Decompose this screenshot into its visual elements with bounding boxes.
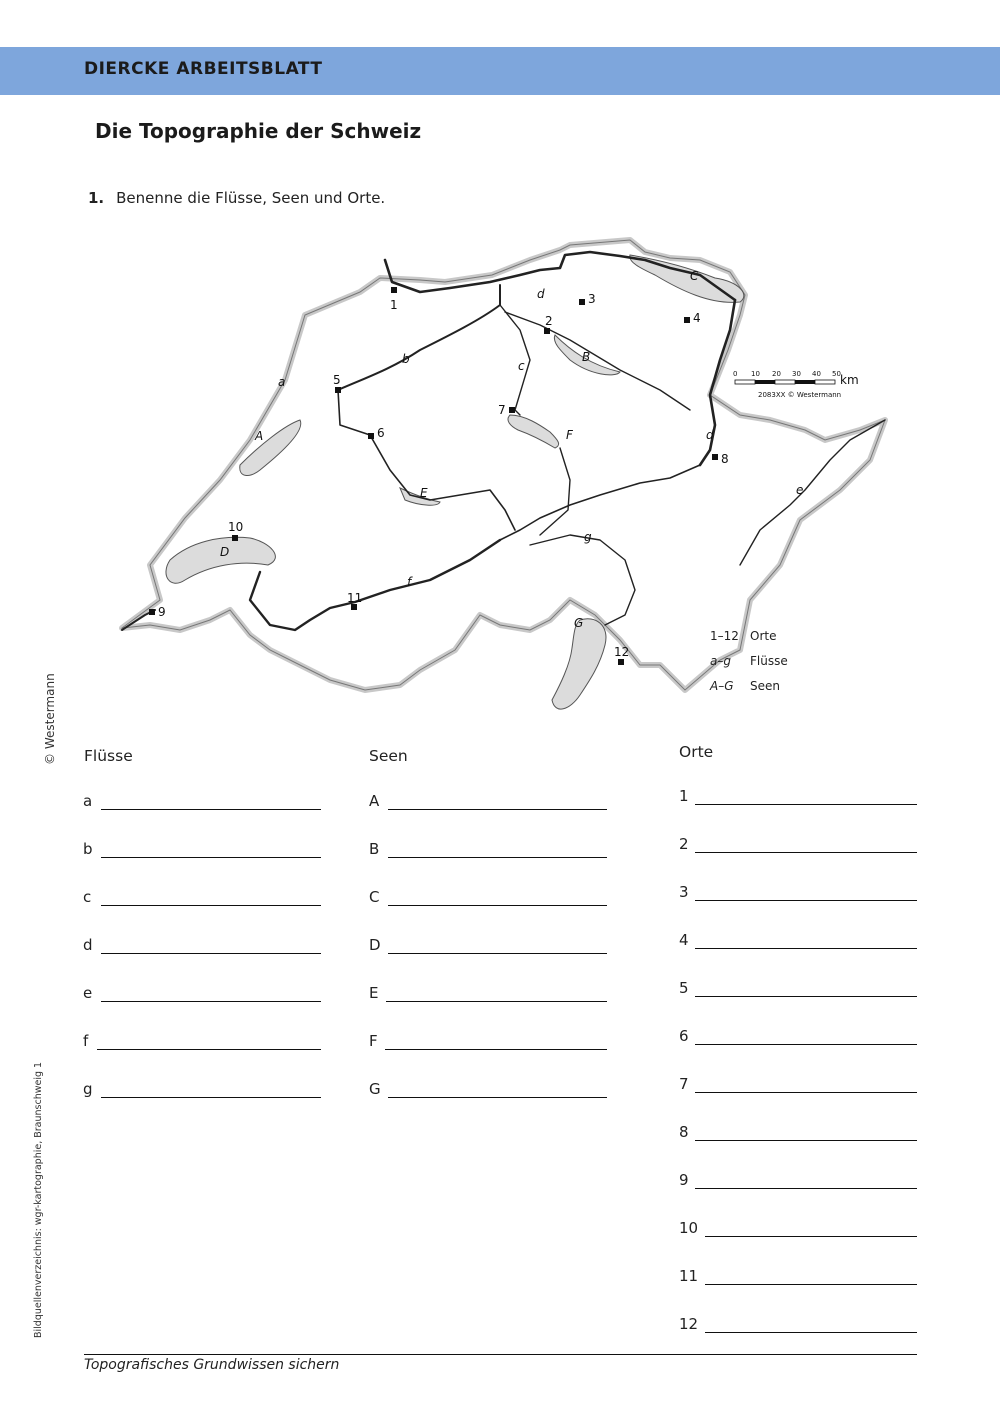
city-marker-8 <box>712 454 718 460</box>
scale-bar <box>733 370 859 399</box>
city-number: 10 <box>228 520 244 534</box>
river-c <box>500 305 530 415</box>
city-number: 3 <box>588 292 596 306</box>
river-label: c <box>518 359 525 373</box>
header-title: DIERCKE ARBEITSBLATT <box>84 59 323 79</box>
river-label: b <box>402 352 410 366</box>
answer-line[interactable] <box>695 852 917 853</box>
answer-row-see-E: E <box>369 984 609 1006</box>
lake-A <box>240 420 301 475</box>
city-number: 7 <box>498 403 506 417</box>
river-aare-lower <box>338 390 515 530</box>
answer-row-ort-3: 3 <box>679 883 919 905</box>
answer-row-fluss-e: e <box>83 984 323 1006</box>
river-label: g <box>584 530 592 544</box>
copyright-note: © Westermann <box>43 673 57 765</box>
answer-row-fluss-g: g <box>83 1080 323 1102</box>
lake-label: F <box>566 428 573 442</box>
legend-fluesse: a–g Flüsse <box>710 654 788 668</box>
answer-row-ort-1: 1 <box>679 787 919 809</box>
svg-text:2083XX © Westermann: 2083XX © Westermann <box>758 391 842 399</box>
legend-seen: A–G Seen <box>710 679 780 693</box>
answer-line[interactable] <box>101 953 321 954</box>
heading-orte: Orte <box>679 743 714 761</box>
footer-rule <box>84 1354 917 1355</box>
answer-line[interactable] <box>695 1188 917 1189</box>
answer-line[interactable] <box>695 1092 917 1093</box>
answer-line[interactable] <box>695 900 917 901</box>
river-g <box>530 535 635 625</box>
answer-row-see-F: F <box>369 1032 609 1054</box>
answer-row-fluss-d: d <box>83 936 323 958</box>
city-number: 9 <box>158 605 166 619</box>
answer-row-ort-7: 7 <box>679 1075 919 1097</box>
answer-line[interactable] <box>101 857 321 858</box>
answer-line[interactable] <box>705 1332 917 1333</box>
answer-line[interactable] <box>695 996 917 997</box>
answer-line[interactable] <box>101 1001 321 1002</box>
lake-G <box>552 619 606 709</box>
svg-text:20: 20 <box>772 370 781 378</box>
answer-row-ort-9: 9 <box>679 1171 919 1193</box>
country-border <box>122 240 885 690</box>
answer-row-fluss-f: f <box>83 1032 323 1054</box>
svg-text:10: 10 <box>751 370 760 378</box>
task-text: Benenne die Flüsse, Seen und Orte. <box>116 189 386 207</box>
task-instruction <box>88 189 385 207</box>
svg-text:0: 0 <box>733 370 738 378</box>
answer-line[interactable] <box>97 1049 321 1050</box>
answer-row-ort-8: 8 <box>679 1123 919 1145</box>
answer-row-ort-12: 12 <box>679 1315 919 1337</box>
city-number: 8 <box>721 452 729 466</box>
city-marker-7 <box>509 407 515 413</box>
answer-row-ort-10: 10 <box>679 1219 919 1241</box>
svg-text:30: 30 <box>792 370 801 378</box>
city-marker-12 <box>618 659 624 665</box>
page-title: Die Topographie der Schweiz <box>95 119 422 143</box>
answer-line[interactable] <box>695 948 917 949</box>
city-number: 1 <box>390 298 398 312</box>
lake-label: E <box>420 486 428 500</box>
answer-line[interactable] <box>101 905 321 906</box>
heading-fluesse: Flüsse <box>84 747 133 765</box>
answer-line[interactable] <box>101 1097 321 1098</box>
city-number: 6 <box>377 426 385 440</box>
city-number: 2 <box>545 314 553 328</box>
answer-line[interactable] <box>101 809 321 810</box>
answer-row-see-B: B <box>369 840 609 862</box>
answer-row-ort-5: 5 <box>679 979 919 1001</box>
answer-row-ort-4: 4 <box>679 931 919 953</box>
answer-row-see-G: G <box>369 1080 609 1102</box>
answer-row-ort-6: 6 <box>679 1027 919 1049</box>
river-e <box>740 420 885 565</box>
answer-row-see-D: D <box>369 936 609 958</box>
answer-line[interactable] <box>695 804 917 805</box>
city-number: 5 <box>333 373 341 387</box>
answer-line[interactable] <box>705 1284 917 1285</box>
task-number: 1. <box>88 189 105 207</box>
river-label: e <box>796 483 804 497</box>
city-number: 11 <box>347 591 363 605</box>
answer-line[interactable] <box>386 1001 607 1002</box>
city-marker-3 <box>579 299 585 305</box>
answer-row-see-A: A <box>369 792 609 814</box>
answer-line[interactable] <box>388 953 607 954</box>
city-marker-5 <box>335 387 341 393</box>
river-thur <box>505 312 690 410</box>
city-number: 4 <box>693 311 701 325</box>
answer-row-fluss-c: c <box>83 888 323 910</box>
answer-line[interactable] <box>388 905 607 906</box>
city-number: 12 <box>614 645 630 659</box>
image-credit: Bildquellenverzeichnis: wgr-kartographie, Braunschweig 1 <box>33 1061 44 1338</box>
lake-label: C <box>690 269 699 283</box>
legend-orte: 1–12 Orte <box>710 629 777 643</box>
lake-label: D <box>220 545 230 559</box>
city-marker-9 <box>149 609 155 615</box>
svg-text:50: 50 <box>832 370 841 378</box>
lake-label: B <box>582 350 591 364</box>
answer-row-fluss-b: b <box>83 840 323 862</box>
lake-label: G <box>574 616 584 630</box>
river-b <box>338 285 500 390</box>
svg-text:40: 40 <box>812 370 821 378</box>
river-label: f <box>407 575 412 589</box>
answer-row-ort-2: 2 <box>679 835 919 857</box>
river-label: d <box>706 428 714 442</box>
city-marker-6 <box>368 433 374 439</box>
lake-label: A <box>255 429 264 443</box>
answer-row-fluss-a: a <box>83 792 323 814</box>
answer-line[interactable] <box>695 1140 917 1141</box>
answer-line[interactable] <box>388 857 607 858</box>
river-label: a <box>278 375 286 389</box>
answer-line[interactable] <box>385 1049 607 1050</box>
city-marker-10 <box>232 535 238 541</box>
city-marker-2 <box>544 328 550 334</box>
scale-unit: km <box>840 373 859 387</box>
footer-text: Topografisches Grundwissen sichern <box>84 1357 340 1373</box>
city-marker-1 <box>391 287 397 293</box>
answer-line[interactable] <box>388 1097 607 1098</box>
river-d-upper <box>500 465 700 540</box>
city-marker-4 <box>684 317 690 323</box>
answer-line[interactable] <box>388 809 607 810</box>
answer-row-ort-11: 11 <box>679 1267 919 1289</box>
answer-row-see-C: C <box>369 888 609 910</box>
river-f <box>250 540 500 630</box>
answer-line[interactable] <box>695 1044 917 1045</box>
answer-line[interactable] <box>705 1236 917 1237</box>
heading-seen: Seen <box>369 747 408 765</box>
river-label: d <box>537 287 545 301</box>
lake-F <box>508 415 559 448</box>
river-reuss-south <box>540 448 570 535</box>
